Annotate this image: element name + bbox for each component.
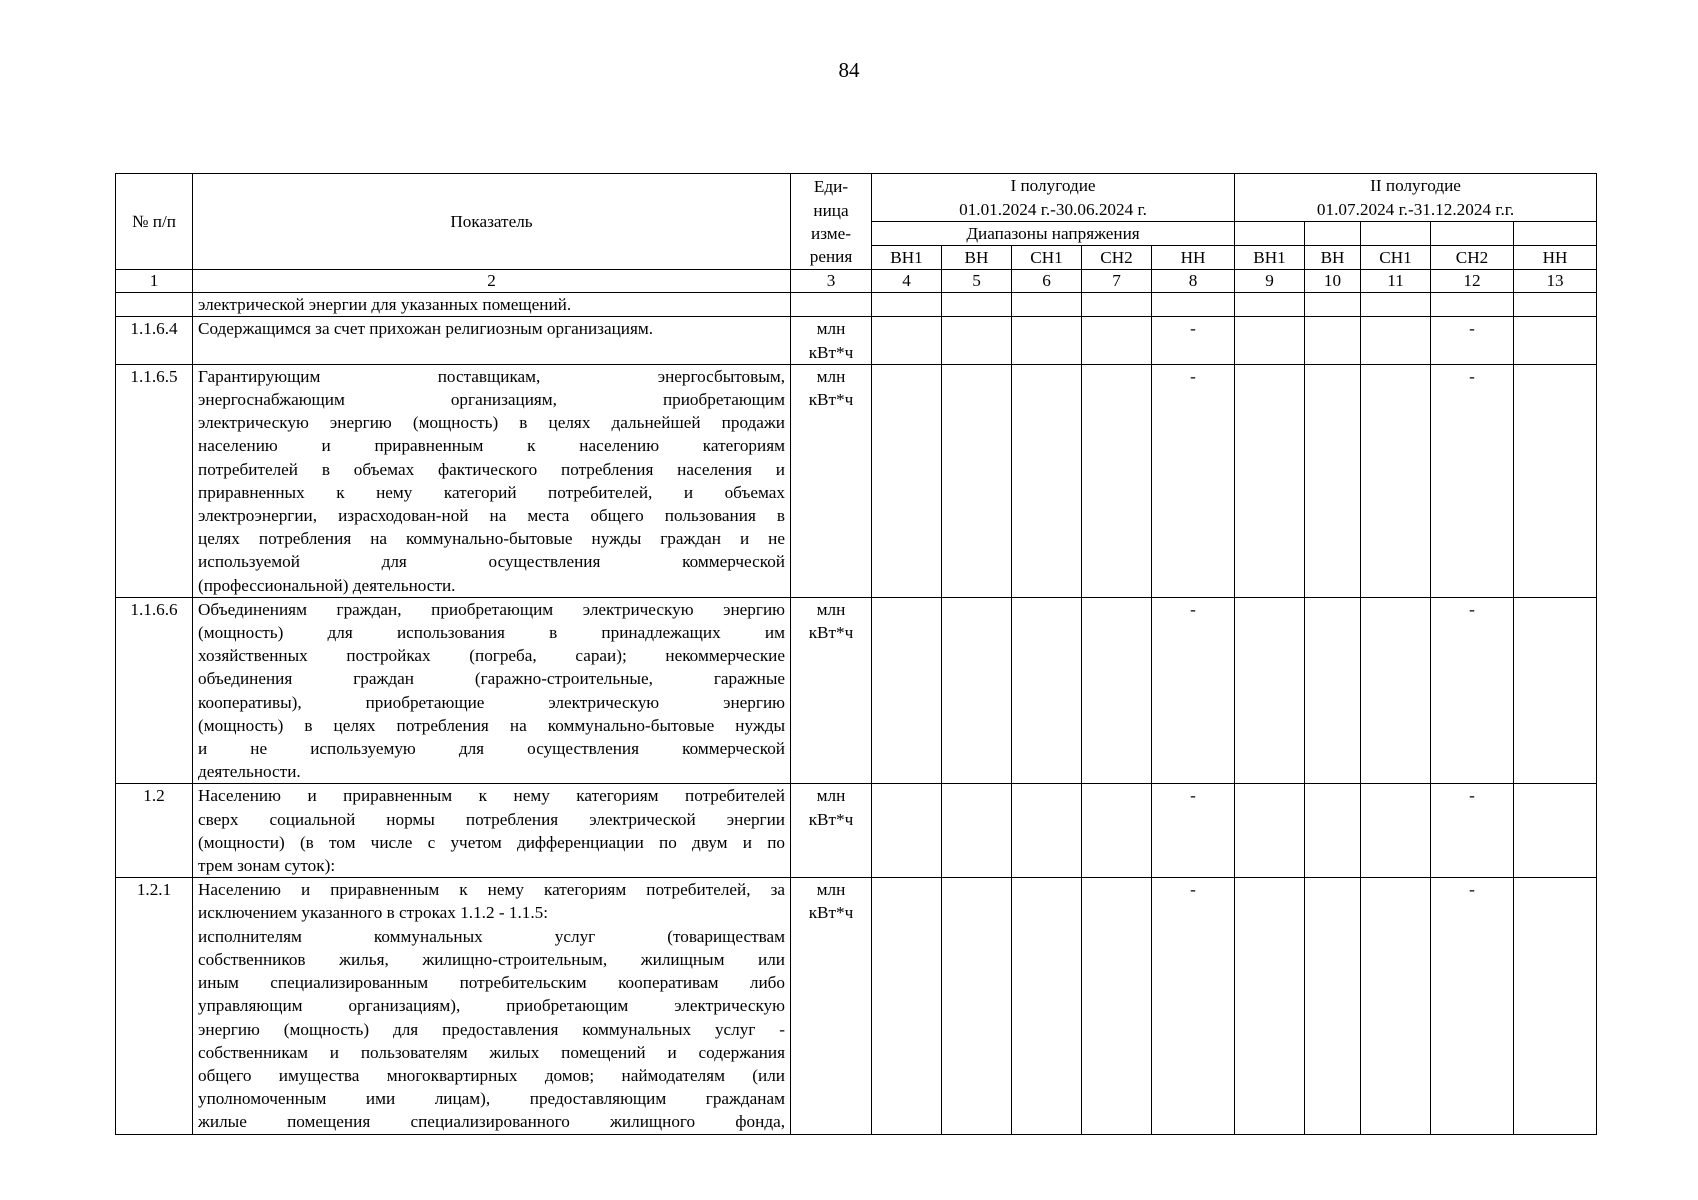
indicator-line: энергоснабжающим организациям, приобретающим — [198, 390, 785, 410]
value-cell — [1361, 364, 1431, 597]
indicator-line: приравненных к нему категорий потребителей, и объемах — [198, 482, 785, 502]
value-cell — [1361, 317, 1431, 364]
header-unit-line: изме- — [811, 223, 851, 243]
indicator-line: уполномоченным ими лицам), предоставляющим гражданам — [198, 1089, 785, 1109]
row-indicator — [193, 364, 791, 597]
value-cell — [1305, 293, 1361, 317]
value-cell — [1305, 784, 1361, 878]
header-empty-cell — [1431, 222, 1514, 246]
row-number: 1.1.6.4 — [116, 317, 193, 364]
indicator-line: управляющим организациям), приобретающим электрическую — [198, 996, 785, 1016]
header-half2 — [1235, 174, 1597, 222]
indicator-line: объединения граждан (гаражно-строительные, гаражные — [198, 669, 785, 689]
value-cell — [1361, 597, 1431, 784]
row-unit: млн кВт*ч — [791, 317, 872, 364]
value-cell — [1305, 878, 1361, 1134]
value-cell — [1361, 784, 1431, 878]
value-cell — [872, 317, 942, 364]
value-cell — [1082, 784, 1152, 878]
value-cell — [1361, 878, 1431, 1134]
value-cell — [942, 597, 1012, 784]
indicator-line: хозяйственных постройках (погреба, сараи); некоммерческие — [198, 646, 785, 666]
table-row — [116, 784, 1597, 878]
indicator-line: исполнителям коммунальных услуг (товариществам — [198, 926, 785, 946]
half2-period: 01.07.2024 г.-31.12.2024 г.г. — [1316, 199, 1515, 219]
value-cell — [1235, 364, 1305, 597]
value-cell — [1235, 597, 1305, 784]
voltage-level-h1: ВН — [942, 246, 1012, 270]
value-cell — [1305, 364, 1361, 597]
header-empty-cell — [1361, 222, 1431, 246]
value-cell — [1305, 317, 1361, 364]
value-cell-nn-h1: - — [1152, 878, 1235, 1134]
indicator-line: Населению и приравненным к нему категориям потребителей, за — [198, 880, 785, 900]
value-cell — [872, 597, 942, 784]
header-empty-cell — [1235, 222, 1305, 246]
row-number: 1.2.1 — [116, 878, 193, 1134]
indicator-line: используемой для осуществления коммерческой — [198, 552, 785, 572]
column-number: 6 — [1012, 270, 1082, 293]
value-cell — [1514, 364, 1597, 597]
column-number: 9 — [1235, 270, 1305, 293]
value-cell — [1514, 317, 1597, 364]
value-cell — [1012, 293, 1082, 317]
table-header — [116, 174, 1597, 270]
value-cell — [942, 293, 1012, 317]
table-row — [116, 878, 1597, 1134]
value-cell-nn-h1: - — [1152, 364, 1235, 597]
value-cell — [942, 784, 1012, 878]
indicator-line: Гарантирующим поставщикам, энергосбытовым, — [198, 366, 785, 386]
row-number: 1.1.6.5 — [116, 364, 193, 597]
page-number: 84 — [838, 58, 860, 82]
value-cell — [1012, 784, 1082, 878]
indicator-line: общего имущества многоквартирных домов; наймодателям (или — [198, 1065, 785, 1085]
value-cell — [1082, 597, 1152, 784]
indicator-line: собственников жилья, жилищно-строительным, жилищным или — [198, 949, 785, 969]
header-empty-cell — [1514, 222, 1597, 246]
voltage-level-h2: ВН — [1305, 246, 1361, 270]
value-cell — [1082, 317, 1152, 364]
indicator-line: Объединениям граждан, приобретающим электрическую энергию — [198, 599, 785, 619]
indicator-line: (мощность) в целях потребления на коммунально-бытовые нужды — [198, 715, 785, 735]
half1-period: 01.01.2024 г.-30.06.2024 г. — [959, 199, 1147, 219]
voltage-level-h1: СН1 — [1012, 246, 1082, 270]
value-cell — [1012, 364, 1082, 597]
voltage-level-h1: НН — [1152, 246, 1235, 270]
value-cell — [942, 878, 1012, 1134]
row-indicator — [193, 293, 791, 317]
value-cell-sn2-h2: - — [1431, 878, 1514, 1134]
table-row — [116, 317, 1597, 364]
value-cell — [1012, 317, 1082, 364]
column-number: 3 — [791, 270, 872, 293]
value-cell-nn-h1: - — [1152, 597, 1235, 784]
value-cell — [1361, 293, 1431, 317]
column-number: 10 — [1305, 270, 1361, 293]
row-unit: млн кВт*ч — [791, 784, 872, 878]
voltage-level-h2: СН2 — [1431, 246, 1514, 270]
voltage-level-h1: ВН1 — [872, 246, 942, 270]
value-cell — [1235, 784, 1305, 878]
table-row — [116, 597, 1597, 784]
value-cell — [1514, 784, 1597, 878]
value-cell-sn2-h2: - — [1431, 317, 1514, 364]
row-number: 1.1.6.6 — [116, 597, 193, 784]
indicator-line: собственникам и пользователям жилых помещений и содержания — [198, 1042, 785, 1062]
indicator-line: энергию (мощность) для предоставления коммунальных услуг - — [198, 1019, 785, 1039]
indicator-line: (профессиональной) деятельности. — [198, 575, 456, 595]
header-unit-line: Еди- — [813, 177, 849, 197]
column-number: 13 — [1514, 270, 1597, 293]
indicator-line: исключением указанного в строках 1.1.2 - 1.1.5: — [198, 903, 549, 923]
row-unit — [791, 293, 872, 317]
indicator-line: сверх социальной нормы потребления электрической энергии — [198, 809, 785, 829]
column-number: 2 — [193, 270, 791, 293]
indicator-line: потребителей в объемах фактического потребления населения и — [198, 459, 785, 479]
row-number: 1.2 — [116, 784, 193, 878]
indicator-line: целях потребления на коммунально-бытовые нужды граждан и не — [198, 529, 785, 549]
value-cell-sn2-h2: - — [1431, 597, 1514, 784]
header-num: № п/п — [116, 174, 193, 270]
indicator-line: иным специализированным потребительским кооперативам либо — [198, 973, 785, 993]
indicator-line: электрическую энергию (мощность) в целях дальнейшей продажи — [198, 413, 785, 433]
table-row — [116, 293, 1597, 317]
value-cell — [872, 293, 942, 317]
column-number: 12 — [1431, 270, 1514, 293]
row-number — [116, 293, 193, 317]
row-unit: млн кВт*ч — [791, 364, 872, 597]
value-cell — [1082, 364, 1152, 597]
value-cell — [872, 364, 942, 597]
row-indicator — [193, 317, 791, 364]
header-unit — [791, 174, 872, 270]
value-cell — [1012, 597, 1082, 784]
indicator-line: электроэнергии, израсходован-ной на места общего пользования в — [198, 506, 785, 526]
value-cell — [1514, 878, 1597, 1134]
column-numbers-row — [116, 270, 1597, 293]
value-cell — [1514, 293, 1597, 317]
value-cell-sn2-h2: - — [1431, 784, 1514, 878]
column-number: 7 — [1082, 270, 1152, 293]
indicator-line: и не используемую для осуществления коммерческой — [198, 739, 785, 759]
voltage-level-h2: НН — [1514, 246, 1597, 270]
indicator-line: Содержащимся за счет прихожан религиозным организациям. — [198, 319, 654, 339]
voltage-level-h2: СН1 — [1361, 246, 1431, 270]
value-cell — [1514, 597, 1597, 784]
voltage-level-h1: СН2 — [1082, 246, 1152, 270]
value-cell — [942, 364, 1012, 597]
column-number: 1 — [116, 270, 193, 293]
indicator-line: населению и приравненным к населению категориям — [198, 436, 785, 456]
indicator-line: трем зонам суток): — [198, 856, 336, 876]
indicator-line: жилые помещения специализированного жилищного фонда, — [198, 1112, 785, 1132]
header-unit-line: рения — [809, 246, 853, 266]
value-cell — [1235, 878, 1305, 1134]
half2-title: II полугодие — [1370, 176, 1461, 196]
table-row — [116, 364, 1597, 597]
column-number: 4 — [872, 270, 942, 293]
value-cell — [942, 317, 1012, 364]
row-unit: млн кВт*ч — [791, 878, 872, 1134]
voltage-ranges-label: Диапазоны напряжения — [872, 222, 1235, 246]
half1-title: I полугодие — [1010, 176, 1096, 196]
value-cell-sn2-h2: - — [1431, 364, 1514, 597]
indicator-line: Населению и приравненным к нему категориям потребителей — [198, 786, 785, 806]
value-cell — [1235, 293, 1305, 317]
value-cell-nn-h1: - — [1152, 784, 1235, 878]
row-indicator — [193, 878, 791, 1134]
value-cell — [872, 784, 942, 878]
value-cell — [872, 878, 942, 1134]
row-indicator — [193, 597, 791, 784]
column-number: 11 — [1361, 270, 1431, 293]
voltage-level-h2: ВН1 — [1235, 246, 1305, 270]
tariff-table — [115, 173, 1597, 1135]
header-empty-cell — [1305, 222, 1361, 246]
indicator-line: деятельности. — [198, 762, 301, 782]
column-number: 5 — [942, 270, 1012, 293]
indicator-line: электрической энергии для указанных помещений. — [198, 295, 572, 315]
row-unit: млн кВт*ч — [791, 597, 872, 784]
indicator-line: кооперативы), приобретающие электрическую энергию — [198, 692, 785, 712]
value-cell — [1012, 878, 1082, 1134]
value-cell — [1305, 597, 1361, 784]
value-cell — [1082, 878, 1152, 1134]
value-cell — [1082, 293, 1152, 317]
header-indicator: Показатель — [193, 174, 791, 270]
value-cell-sn2-h2 — [1431, 293, 1514, 317]
column-number: 8 — [1152, 270, 1235, 293]
header-unit-line: ница — [813, 200, 849, 220]
value-cell-nn-h1 — [1152, 293, 1235, 317]
value-cell — [1235, 317, 1305, 364]
header-half1 — [872, 174, 1235, 222]
indicator-line: (мощность) для использования в принадлежащих им — [198, 623, 785, 643]
value-cell-nn-h1: - — [1152, 317, 1235, 364]
indicator-line: (мощности) (в том числе с учетом дифференциации по двум и по — [198, 832, 785, 852]
row-indicator — [193, 784, 791, 878]
